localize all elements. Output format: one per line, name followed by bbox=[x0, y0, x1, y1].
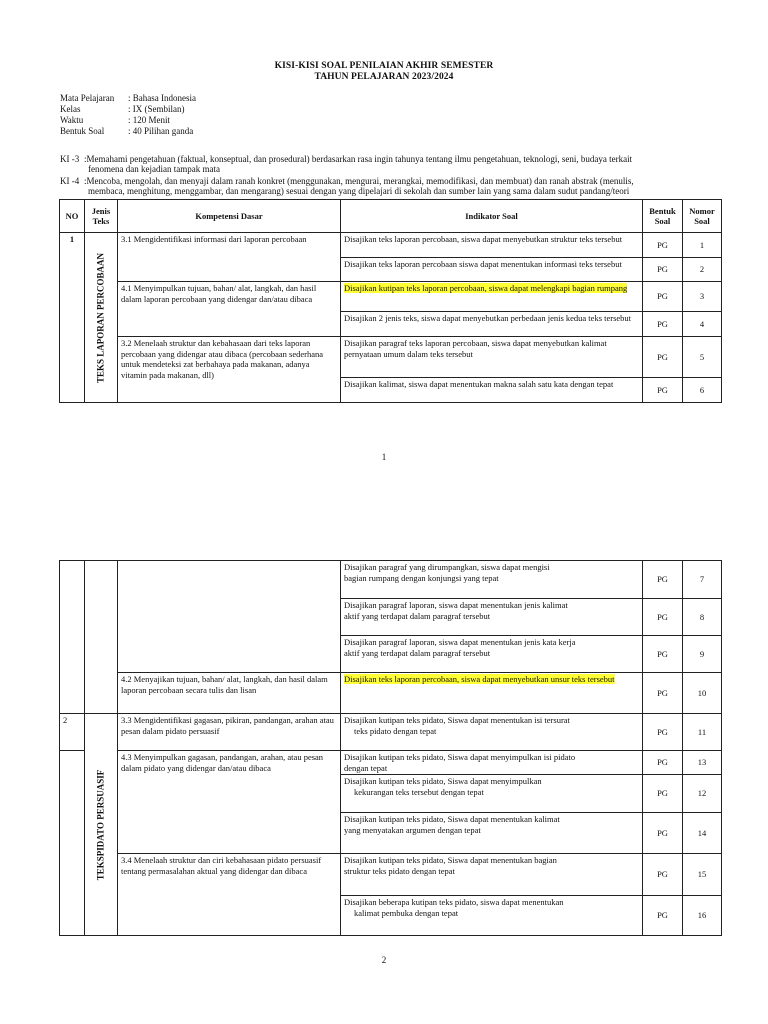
text-type-cell bbox=[85, 714, 118, 936]
bentuk-cell: PG bbox=[643, 673, 683, 714]
table-row bbox=[60, 337, 722, 378]
indikator-cell: Disajikan teks laporan percobaan, siswa dapat menyebutkan struktur teks tersebut bbox=[341, 233, 643, 258]
ki-text-cont: fenomena dan kejadian tampak mata bbox=[88, 164, 220, 174]
indikator-cell: Disajikan teks laporan percobaan siswa dapat menentukan informasi teks tersebut bbox=[341, 258, 643, 282]
indikator-cell: Disajikan kalimat, siswa dapat menentukan makna salah satu kata dengan tepat bbox=[341, 378, 643, 403]
ki-text: :Memahami pengetahuan (faktual, konseptual, dan prosedural) berdasarkan rasa ingin tahunya tentang ilmu pengetahuan, teknologi, seni, budaya terkait bbox=[84, 154, 633, 164]
indikator-cell: Disajikan kutipan teks pidato, Siswa dapat menentukan kalimat yang menyatakan argumen dengan tepat bbox=[341, 813, 643, 854]
indikator-cell: Disajikan 2 jenis teks, siswa dapat menyebutkan perbedaan jenis kedua teks tersebut bbox=[341, 312, 643, 337]
bentuk-cell: PG bbox=[643, 896, 683, 936]
bentuk-cell: PG bbox=[643, 337, 683, 378]
meta-class bbox=[60, 104, 185, 114]
bentuk-cell: PG bbox=[643, 714, 683, 751]
meta-value: : 120 Menit bbox=[128, 115, 170, 125]
table-row bbox=[60, 282, 722, 312]
header-jenis: Jenis Teks bbox=[85, 200, 118, 233]
nomor-cell: 2 bbox=[683, 258, 722, 282]
table-row bbox=[60, 561, 722, 599]
table-row bbox=[60, 673, 722, 714]
row-number-empty bbox=[60, 561, 85, 714]
ki-id: KI -4 bbox=[60, 176, 80, 186]
ki-id: KI -3 bbox=[60, 154, 80, 164]
bentuk-cell: PG bbox=[643, 599, 683, 636]
nomor-cell: 11 bbox=[683, 714, 722, 751]
bentuk-cell: PG bbox=[643, 775, 683, 813]
nomor-cell: 15 bbox=[683, 854, 722, 896]
nomor-cell: 6 bbox=[683, 378, 722, 403]
indikator-cell: Disajikan paragraf laporan, siswa dapat menentukan jenis kata kerja aktif yang terdapat dalam paragraf tersebut bbox=[341, 636, 643, 673]
header-nomor: Nomor Soal bbox=[683, 200, 722, 233]
nomor-cell: 9 bbox=[683, 636, 722, 673]
kd-cell: 3.3 Mengidentifikasi gagasan, pikiran, pandangan, arahan atau pesan dalam pidato persuasif bbox=[118, 714, 341, 751]
table-row bbox=[60, 751, 722, 775]
kd-cell: 4.3 Menyimpulkan gagasan, pandangan, arahan, atau pesan dalam pidato yang didengar dan/atau dibaca bbox=[118, 751, 341, 854]
table-row bbox=[60, 233, 722, 258]
bentuk-cell: PG bbox=[643, 854, 683, 896]
ki-3 bbox=[60, 154, 712, 175]
page-number-1: 1 bbox=[381, 452, 387, 462]
kd-cell: 3.4 Menelaah struktur dan ciri kebahasaan pidato persuasif tentang permasalahan aktual yang didengar dan dibaca bbox=[118, 854, 341, 936]
nomor-cell: 4 bbox=[683, 312, 722, 337]
row-number: 2 bbox=[60, 714, 85, 751]
header-kd: Kompetensi Dasar bbox=[118, 200, 341, 233]
bentuk-cell: PG bbox=[643, 282, 683, 312]
text-type-label: TEKSPIDATO PERSUASIF bbox=[95, 769, 106, 880]
nomor-cell: 3 bbox=[683, 282, 722, 312]
nomor-cell: 7 bbox=[683, 561, 722, 599]
nomor-cell: 16 bbox=[683, 896, 722, 936]
table-header-row bbox=[60, 200, 722, 233]
nomor-cell: 14 bbox=[683, 813, 722, 854]
indikator-cell: Disajikan paragraf laporan, siswa dapat menentukan jenis kalimat aktif yang terdapat dalam paragraf tersebut bbox=[341, 599, 643, 636]
indikator-cell bbox=[341, 282, 643, 312]
kisi-table-page-1 bbox=[59, 199, 722, 403]
highlighted-indikator: Disajikan kutipan teks laporan percobaan, siswa dapat melengkapi bagian rumpang bbox=[344, 283, 628, 293]
bentuk-cell: PG bbox=[643, 636, 683, 673]
nomor-cell: 8 bbox=[683, 599, 722, 636]
page-number-2: 2 bbox=[381, 955, 387, 965]
indikator-cell: Disajikan kutipan teks pidato, Siswa dapat menentukan bagian struktur teks pidato dengan tepat bbox=[341, 854, 643, 896]
meta-label: Bentuk Soal bbox=[60, 126, 105, 136]
meta-time bbox=[60, 115, 170, 125]
text-type-empty bbox=[85, 561, 118, 714]
nomor-cell: 5 bbox=[683, 337, 722, 378]
meta-value: : Bahasa Indonesia bbox=[128, 93, 196, 103]
indikator-cell: Disajikan paragraf yang dirumpangkan, siswa dapat mengisi bagian rumpang dengan konjungsi yang tepat bbox=[341, 561, 643, 599]
kd-cell: 3.1 Mengidentifikasi informasi dari laporan percobaan bbox=[118, 233, 341, 282]
indikator-cell bbox=[341, 673, 643, 714]
meta-subject bbox=[60, 93, 196, 103]
indikator-cell: Disajikan kutipan teks pidato, Siswa dapat menyimpulkan kekurangan teks tersebut dengan tepat bbox=[341, 775, 643, 813]
nomor-cell: 12 bbox=[683, 775, 722, 813]
text-type-label: TEKS LAPORAN PERCOBAAN bbox=[95, 252, 106, 383]
header-indikator: Indikator Soal bbox=[341, 200, 643, 233]
meta-form bbox=[60, 126, 193, 136]
nomor-cell: 1 bbox=[683, 233, 722, 258]
ki-4 bbox=[60, 176, 712, 197]
document-title: KISI-KISI SOAL PENILAIAN AKHIR SEMESTER bbox=[274, 61, 494, 71]
meta-value: : IX (Sembilan) bbox=[128, 104, 185, 114]
ki-text-cont: membaca, menghitung, menggambar, dan mengarang) sesuai dengan yang dipelajari di sekolah dan sumber lain yang sama dalam sudut pandang/teori bbox=[88, 186, 630, 196]
bentuk-cell: PG bbox=[643, 233, 683, 258]
nomor-cell: 13 bbox=[683, 751, 722, 775]
bentuk-cell: PG bbox=[643, 312, 683, 337]
highlighted-indikator: Disajikan teks laporan percobaan, siswa dapat menyebutkan unsur teks tersebut bbox=[344, 674, 615, 684]
kd-cell: 4.2 Menyajikan tujuan, bahan/ alat, langkah, dan hasil dalam laporan percobaan secara tulis dan lisan bbox=[118, 673, 341, 714]
kd-cell: 3.2 Menelaah struktur dan kebahasaan dari teks laporan percobaan yang didengar atau dibaca (percobaan sederhana untuk mendeteksi zat berbahaya pada makanan, adanya vitamin pada makanan, dll) bbox=[118, 337, 341, 403]
header-bentuk: Bentuk Soal bbox=[643, 200, 683, 233]
meta-label: Kelas bbox=[60, 104, 81, 114]
kd-cell: 4.1 Menyimpulkan tujuan, bahan/ alat, langkah, dan hasil dalam laporan percobaan yang didengar dan/atau dibaca bbox=[118, 282, 341, 337]
text-type-cell bbox=[85, 233, 118, 403]
bentuk-cell: PG bbox=[643, 258, 683, 282]
bentuk-cell: PG bbox=[643, 751, 683, 775]
row-number-empty bbox=[60, 751, 85, 936]
header-no: NO bbox=[60, 200, 85, 233]
kd-cell-empty bbox=[118, 561, 341, 673]
bentuk-cell: PG bbox=[643, 378, 683, 403]
meta-value: : 40 Pilihan ganda bbox=[128, 126, 194, 136]
indikator-cell: Disajikan kutipan teks pidato, Siswa dapat menentukan isi tersurat teks pidato dengan tepat bbox=[341, 714, 643, 751]
nomor-cell: 10 bbox=[683, 673, 722, 714]
bentuk-cell: PG bbox=[643, 561, 683, 599]
meta-label: Mata Pelajaran bbox=[60, 93, 115, 103]
academic-year: TAHUN PELAJARAN 2023/2024 bbox=[314, 72, 454, 82]
indikator-cell: Disajikan paragraf teks laporan percobaan, siswa dapat menyebutkan kalimat pernyataan umum dalam teks tersebut bbox=[341, 337, 643, 378]
table-row bbox=[60, 854, 722, 896]
meta-label: Waktu bbox=[60, 115, 84, 125]
kisi-table-page-2 bbox=[59, 560, 722, 936]
bentuk-cell: PG bbox=[643, 813, 683, 854]
indikator-cell: Disajikan kutipan teks pidato, Siswa dapat menyimpulkan isi pidato dengan tepat bbox=[341, 751, 643, 775]
indikator-cell: Disajikan beberapa kutipan teks pidato, siswa dapat menentukan kalimat pembuka dengan tepat bbox=[341, 896, 643, 936]
table-row bbox=[60, 714, 722, 751]
ki-text: :Mencoba, mengolah, dan menyaji dalam ranah konkret (menggunakan, mengurai, merangkai, memodifikasi, dan membuat) dan ranah abstrak (menulis, bbox=[84, 176, 634, 186]
row-number: 1 bbox=[60, 233, 85, 403]
